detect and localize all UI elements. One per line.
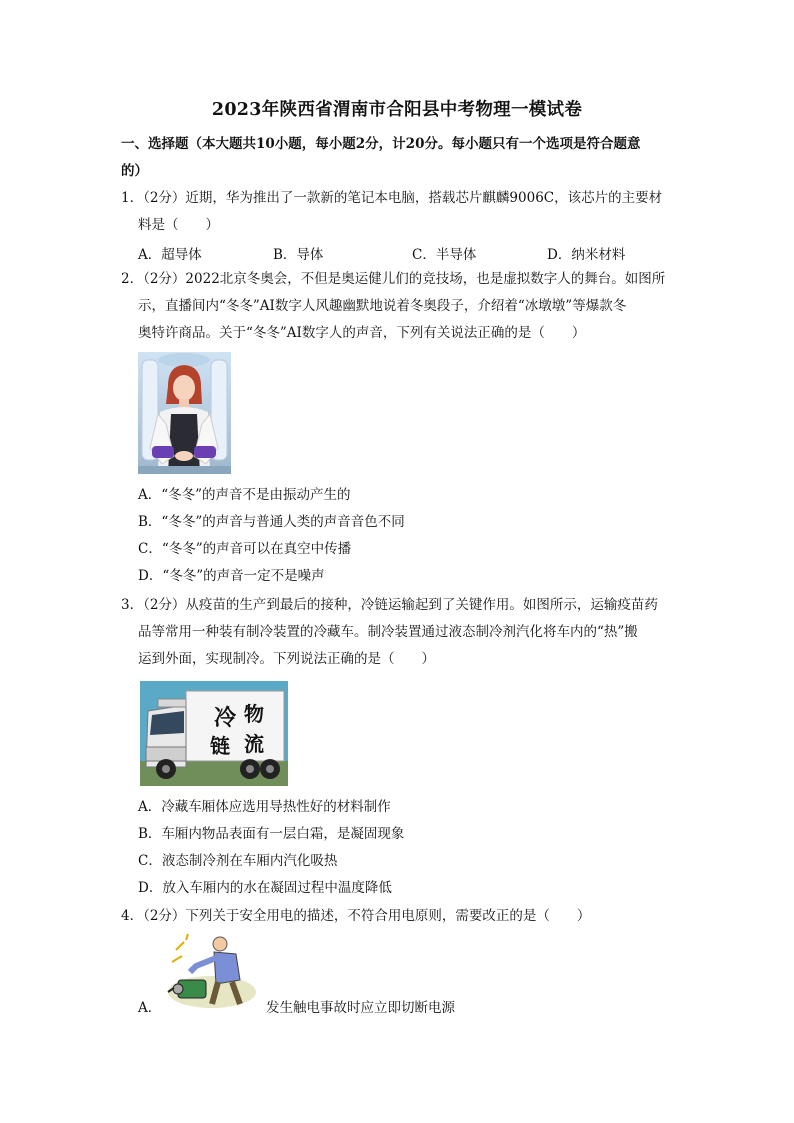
exam-title: 2023年陕西省渭南市合阳县中考物理一模试卷: [211, 100, 583, 120]
q3-option-a[interactable]: A．冷藏车厢体应选用导热性好的材料制作: [138, 799, 391, 815]
q2-stem-line1: 2．（2分）2022北京冬奥会，不但是奥运健儿们的竞技场，也是虚拟数字人的舞台。如图所: [121, 271, 666, 287]
q3-stem-line2: 品等常用一种装有制冷装置的冷藏车。制冷装置通过液态制冷剂汽化将车内的“热”搬: [138, 624, 638, 640]
q3-option-b[interactable]: B．车厢内物品表面有一层白霜，是凝固现象: [138, 826, 405, 842]
q3-stem-line3: 运到外面，实现制冷。下列说法正确的是（ ）: [138, 651, 435, 667]
q1-option-c[interactable]: C．半导体: [412, 247, 477, 263]
refrigerated-truck-image: [140, 681, 288, 786]
q2-option-b[interactable]: B．“冬冬”的声音与普通人类的声音音色不同: [138, 514, 405, 530]
q2-option-d[interactable]: D．“冬冬”的声音一定不是噪声: [138, 568, 325, 584]
q2-option-a[interactable]: A．“冬冬”的声音不是由振动产生的: [138, 487, 351, 503]
q1-option-b[interactable]: B．导体: [273, 247, 324, 263]
digital-human-figure: [138, 352, 231, 474]
section-heading-line1: 一、选择题（本大题共10小题，每小题2分，计20分。每小题只有一个选项是符合题意: [121, 136, 641, 152]
digital-human-image: [138, 352, 231, 474]
q2-stem-line3: 奥特许商品。关于“冬冬”AI数字人的声音，下列有关说法正确的是（ ）: [138, 325, 586, 341]
q1-stem-line2: 料是（ ）: [138, 217, 219, 233]
q4-option-a-label[interactable]: A．: [138, 1000, 162, 1016]
q3-stem-line1: 3．（2分）从疫苗的生产到最后的接种，冷链运输起到了关键作用。如图所示，运输疫苗药: [121, 597, 658, 613]
q3-option-d[interactable]: D．放入车厢内的水在凝固过程中温度降低: [138, 880, 392, 896]
truck-char-3: 链: [210, 734, 230, 758]
truck-char-2: 物: [244, 702, 264, 726]
electric-shock-image: [166, 932, 258, 1018]
q4-stem-line1: 4．（2分）下列关于安全用电的描述，不符合用电原则，需要改正的是（ ）: [121, 908, 591, 924]
q2-stem-line2: 示，直播间内“冬冬”AI数字人风趣幽默地说着冬奥段子，介绍着“冰墩墩”等爆款冬: [138, 298, 627, 314]
q3-option-c[interactable]: C．液态制冷剂在车厢内汽化吸热: [138, 853, 338, 869]
q1-option-a[interactable]: A．超导体: [138, 247, 202, 263]
q2-option-c[interactable]: C．“冬冬”的声音可以在真空中传播: [138, 541, 352, 557]
q1-stem-line1: 1．（2分）近期，华为推出了一款新的笔记本电脑，搭载芯片麒麟9006C，该芯片的主要材: [121, 190, 663, 206]
truck-char-4: 流: [244, 732, 264, 756]
section-heading-line2: 的）: [121, 163, 148, 179]
truck-char-1: 冷: [214, 706, 237, 731]
q4-option-a-text: 发生触电事故时应立即切断电源: [266, 1000, 455, 1016]
electric-shock-figure: [166, 932, 258, 1018]
truck-figure: [140, 681, 288, 786]
q1-option-d[interactable]: D．纳米材料: [547, 247, 626, 263]
